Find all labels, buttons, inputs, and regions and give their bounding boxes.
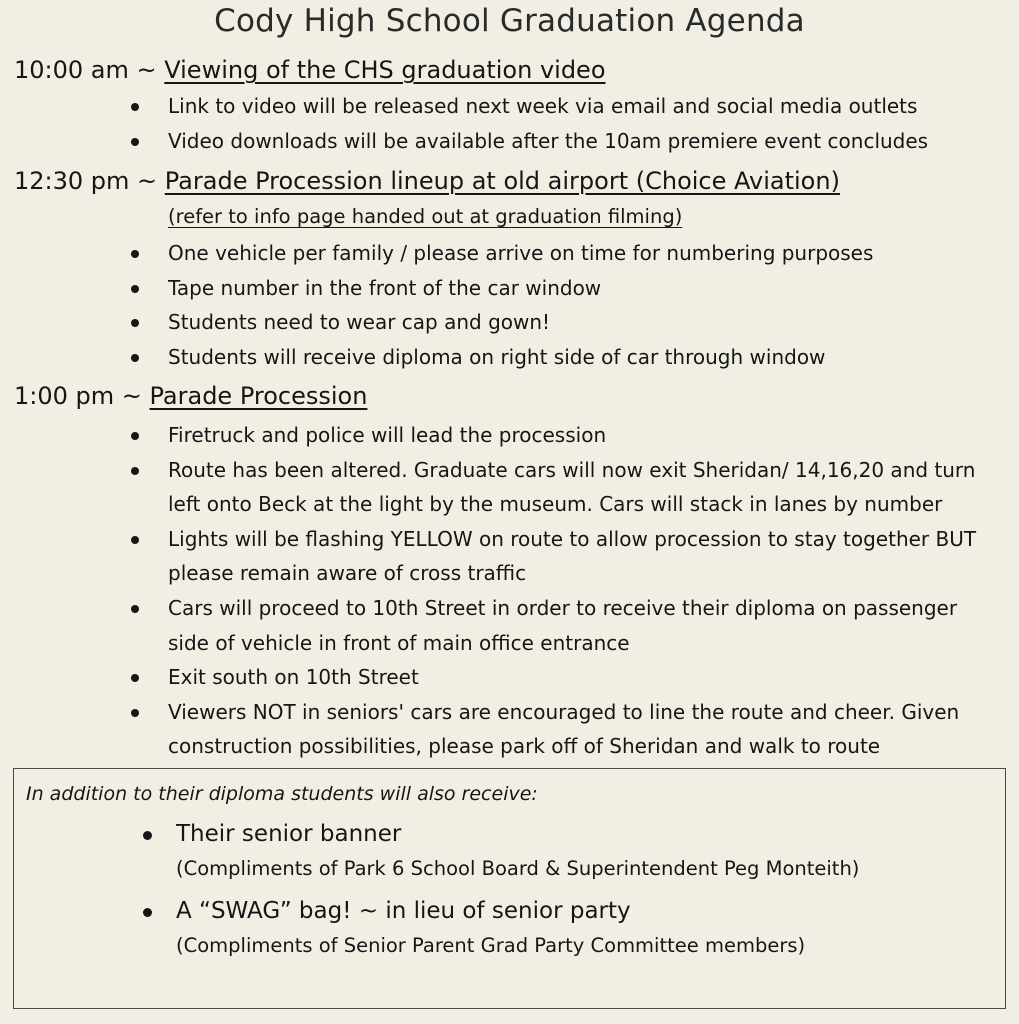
agenda-item-procession: [14, 381, 367, 411]
bullet-icon: [131, 605, 139, 613]
bullet-icon: [131, 467, 139, 475]
list-item: Students will receive diploma on right side of car through window: [0, 340, 998, 375]
list-item: Viewers NOT in seniors' cars are encouraged to line the route and cheer. Given construction possibilities, please park off of Sheridan and walk to route: [0, 695, 998, 764]
agenda-bullets-video: [0, 89, 998, 158]
list-item: Video downloads will be available after the 10am premiere event concludes: [0, 124, 998, 159]
bullet-icon: [143, 831, 152, 840]
list-item: One vehicle per family / please arrive on time for numbering purposes: [0, 236, 998, 271]
agenda-bullets-procession: [0, 418, 998, 764]
agenda-heading: Viewing of the CHS graduation video: [164, 56, 606, 84]
agenda-note: (refer to info page handed out at graduation filming): [168, 205, 683, 228]
page-title: Cody High School Graduation Agenda: [214, 3, 805, 39]
list-item: Exit south on 10th Street: [0, 660, 998, 695]
extras-item-credit: (Compliments of Park 6 School Board & Superintendent Peg Monteith): [176, 857, 860, 880]
agenda-time: 1:00 pm ~: [14, 382, 150, 410]
list-item: Cars will proceed to 10th Street in order to receive their diploma on passenger side of vehicle in front of main office entrance: [0, 591, 998, 660]
list-item: Lights will be flashing YELLOW on route to allow procession to stay together BUT please remain aware of cross traffic: [0, 522, 998, 591]
bullet-icon: [131, 103, 139, 111]
bullet-icon: [131, 138, 139, 146]
extras-item-title: Their senior banner: [176, 821, 402, 847]
bullet-icon: [131, 285, 139, 293]
list-item: Firetruck and police will lead the procession: [0, 418, 998, 453]
bullet-icon: [143, 908, 152, 917]
list-item: Route has been altered. Graduate cars will now exit Sheridan/ 14,16,20 and turn left onto Beck at the light by the museum. Cars will stack in lanes by number: [0, 453, 998, 522]
agenda-heading: Parade Procession: [149, 382, 368, 410]
agenda-time: 12:30 pm ~: [14, 167, 165, 195]
agenda-heading: Parade Procession lineup at old airport (Choice Aviation): [164, 167, 840, 195]
agenda-item-video: [14, 55, 606, 85]
extras-item-credit: (Compliments of Senior Parent Grad Party Committee members): [176, 934, 806, 957]
bullet-icon: [131, 432, 139, 440]
agenda-item-lineup: [14, 166, 840, 196]
bullet-icon: [131, 674, 139, 682]
bullet-icon: [131, 709, 139, 717]
list-item: Tape number in the front of the car window: [0, 271, 998, 306]
extras-item-title: A “SWAG” bag! ~ in lieu of senior party: [176, 898, 631, 924]
bullet-icon: [131, 354, 139, 362]
agenda-bullets-lineup: [0, 236, 998, 374]
agenda-time: 10:00 am ~: [14, 56, 165, 84]
extras-intro: In addition to their diploma students will also receive:: [26, 783, 538, 805]
list-item: Students need to wear cap and gown!: [0, 305, 998, 340]
bullet-icon: [131, 319, 139, 327]
extras-box: [13, 768, 1006, 1009]
bullet-icon: [131, 536, 139, 544]
bullet-icon: [131, 250, 139, 258]
list-item: Link to video will be released next week via email and social media outlets: [0, 89, 998, 124]
